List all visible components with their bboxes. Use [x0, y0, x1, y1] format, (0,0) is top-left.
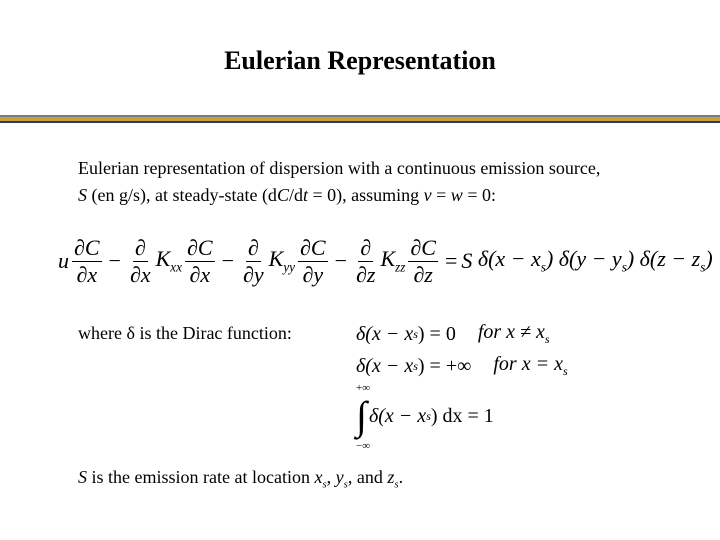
- eq-frac-dc-dz: $\frac{\partial C}{\partial z}$: [410, 234, 436, 287]
- eq-delta-x: $\delta(x - x_s)$: [477, 246, 554, 275]
- integral-upper-limit: +∞: [356, 382, 371, 394]
- intro-part3: /d: [288, 185, 303, 205]
- integral-sign: ∫: [356, 393, 367, 438]
- eq-frac-d-dz: $\frac{\partial}{\partial z}$: [356, 234, 376, 287]
- eq-delta-z: $\delta(z - z_s)$: [639, 246, 713, 275]
- intro-line-1: Eulerian representation of dispersion with a continuous emission source,: [78, 158, 601, 178]
- eq-frac-d-dy: $\frac{\partial}{\partial y}$: [242, 234, 264, 287]
- dirac-integral: +∞ ∫ −∞ δ(x − x s ) dx = 1: [356, 382, 494, 452]
- eq-frac-d-dx: $\frac{\partial}{\partial x}$: [129, 234, 151, 287]
- intro-s: S: [78, 185, 87, 205]
- where-label: where δ is the Dirac function:: [78, 323, 292, 343]
- eq-frac-dc-dy: $\frac{\partial C}{\partial y}$: [300, 234, 326, 287]
- dispersion-equation: u $\frac{\partial C}{\partial x}$ − $\frac{\partial}{\partial x}$ $K_{xx}$ $\frac{\partial C}{\partial x}$ − $\frac{\partial}{\partial y}$ $K_{yy}$ $\frac{\partial C}{\partial y}$ − $\frac{\partial}{\partial z}$ $K_{zz}$ $\frac{\partial C}{\partial z}$ = S $\delta(x - x_s)$ $\delta(y - y_s)$ $\delta(z - z_s)$: [58, 234, 713, 287]
- eq-frac-dc-dx: $\frac{\partial C}{\partial x}$: [74, 234, 100, 287]
- dirac-row-1: δ(x − x s ) = 0 for $x \ne x_s$: [356, 321, 550, 346]
- integral-lower-limit: −∞: [356, 440, 371, 452]
- slide-title: Eulerian Representation: [224, 46, 496, 75]
- eq-delta-y: $\delta(y - y_s)$: [558, 246, 635, 275]
- title-divider-bottom: [0, 121, 720, 123]
- intro-w: w: [450, 185, 463, 205]
- eq-frac-dc-dx-2: $\frac{\partial C}{\partial x}$: [187, 234, 213, 287]
- eq-u: u: [58, 248, 69, 273]
- intro-part4: = 0), assuming: [307, 185, 424, 205]
- intro-line-2: [78, 182, 698, 209]
- eq-kxx: $K_{xx}$: [155, 246, 183, 275]
- intro-part2: (en g/s), at steady-state (d: [87, 185, 277, 205]
- eq-kzz: $K_{zz}$: [380, 246, 406, 275]
- dirac-cond-2: for $x = x_s$: [493, 353, 568, 378]
- intro-part5: =: [431, 185, 451, 205]
- intro-part6: = 0:: [462, 185, 496, 205]
- intro-paragraph: [78, 155, 698, 209]
- intro-t: t: [302, 185, 308, 205]
- dirac-cond-1: for $x \ne x_s$: [477, 321, 550, 346]
- eq-s: S: [461, 248, 473, 273]
- intro-v: v: [423, 185, 432, 205]
- dirac-definition: [356, 318, 568, 452]
- eq-kyy: $K_{yy}$: [268, 246, 296, 275]
- dirac-row-2: δ(x − x s ) = +∞ for $x = x_s$: [356, 353, 568, 378]
- intro-c: C: [276, 185, 289, 205]
- footer-sentence: S is the emission rate at location $x_s$, $y_s$, and $z_s$.: [78, 467, 404, 491]
